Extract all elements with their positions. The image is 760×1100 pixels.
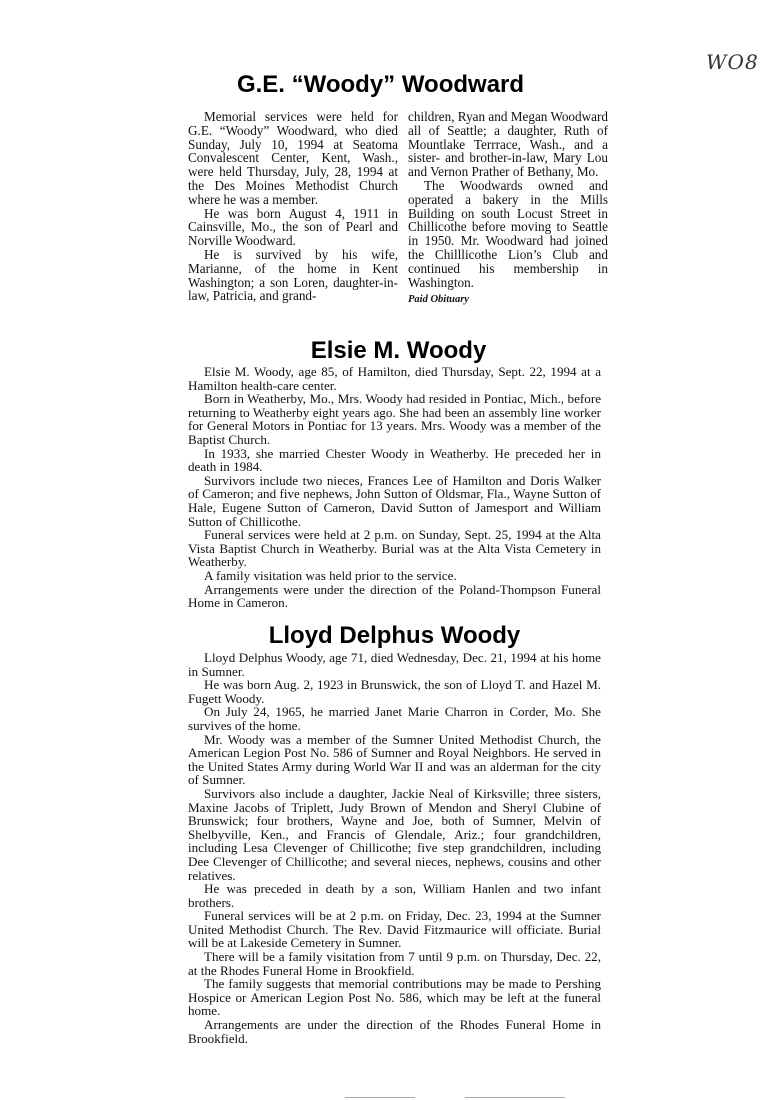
obituary-headline: Lloyd Delphus Woody [268,622,521,649]
paragraph: Memorial services were held for G.E. “Woody” Woodward, who died Sunday, July 10, 1994 at Seatoma Convalescent Center, Kent, Wash., were held Thursday, July, 28, 1994 at the Des Moines Methodist Church where he was a member. [188,109,398,207]
paragraph: Arrangements were under the direction of the Poland-Thompson Funeral Home in Cameron. [188,581,601,611]
obituary-body [188,651,601,1045]
paragraph: He is survived by his wife, Marianne, of the home in Kent Washington; a son Loren, daughter-in-law, Patricia, and grand- [188,246,398,304]
paragraph: The family suggests that memorial contributions may be made to Pershing Hospice or American Legion Post No. 586, which may be left at the funeral home. [188,976,601,1019]
paid-obituary-label: Paid Obituary [408,294,469,306]
obituary-body [188,365,601,610]
paragraph: Elsie M. Woody, age 85, of Hamilton, died Thursday, Sept. 22, 1994 at a Hamilton health-care center. [188,364,601,393]
scan-artifact-rule [465,1097,565,1098]
paragraph: There will be a family visitation from 7 until 9 p.m. on Thursday, Dec. 22, at the Rhodes Funeral Home in Brookfield. [188,949,601,978]
paragraph: Lloyd Delphus Woody, age 71, died Wednesday, Dec. 21, 1994 at his home in Sumner. [188,650,601,679]
paragraph: He was born Aug. 2, 1923 in Brunswick, the son of Lloyd T. and Hazel M. Fugett Woody. [188,677,601,706]
obituary-lloyd-delphus-woody [188,621,601,1045]
handwritten-annotation: WO8 [706,50,759,74]
paragraph: On July 24, 1965, he married Janet Marie Charron in Corder, Mo. She survives of the home. [188,704,601,733]
obituary-elsie-woody [188,337,601,610]
paragraph: A family visitation was held prior to the service. [204,567,457,583]
paragraph: He was preceded in death by a son, William Hanlen and two infant brothers. [188,881,601,910]
paragraph: Survivors include two nieces, Frances Lee of Hamilton and Doris Walker of Cameron; and five nephews, John Sutton of Oldsmar, Fla., Wayne Sutton of Hale, Eugene Sutton of Cameron, David Sutton of Jamesport and William Sutton of Chillicothe. [188,472,601,529]
obituary-headline: Elsie M. Woody [310,337,487,364]
column-left [188,110,398,307]
paragraph: Born in Weatherby, Mo., Mrs. Woody had resided in Pontiac, Mich., before returning to Weatherby eight years ago. She had been an assembly line worker for General Motors in Pontiac for 13 years. Mrs. Woody was a member of the Baptist Church. [188,391,601,447]
obituary-headline: G.E. “Woody” Woodward [236,71,525,98]
paragraph: Arrangements are under the direction of the Rhodes Funeral Home in Brookfield. [188,1017,601,1046]
obituary-woodward [188,70,608,306]
column-right [408,110,608,307]
paragraph: Funeral services were held at 2 p.m. on Sunday, Sept. 25, 1994 at the Alta Vista Baptist Church in Weatherby. Burial was at the Alta Vista Cemetery in Weatherby. [188,527,601,570]
paragraph: He was born August 4, 1911 in Cainsville, Mo., the son of Pearl and Norville Woodward. [188,205,398,249]
scan-artifact-rule [345,1097,415,1098]
paragraph: The Woodwards owned and operated a bakery in the Mills Building on south Locust Street in Chillicothe before moving to Seattle in 1950. Mr. Woodward had joined the Chilllicothe Lion’s Club and continued his membership in Washington. [408,177,608,290]
paragraph: Survivors also include a daughter, Jackie Neal of Kirksville; three sisters, Maxine Jacobs of Triplett, Judy Brown of Mendon and Sheryl Clubine of Brunswick; four brothers, Wayne and Joe, both of Sumner, Melvin of Shelbyville, Ken., and Francis of Glendale, Ariz.; four grandchildren, including Lesa Clevenger of Chillicothe; five step grandchildren, including Dee Clevenger of Chillicothe; and several nieces, nephews, cousins and other relatives. [188,785,601,883]
paragraph: Funeral services will be at 2 p.m. on Friday, Dec. 23, 1994 at the Sumner United Methodist Church. The Rev. David Fitzmaurice will officiate. Burial will be at Lakeside Cemetery in Sumner. [188,908,601,951]
paragraph: Mr. Woody was a member of the Sumner United Methodist Church, the American Legion Post No. 586 of Sumner and Royal Neighbors. He served in the United States Army during World War II and was an alderman for the city of Sumner. [188,731,601,788]
paragraph: children, Ryan and Megan Woodward all of Seattle; a daughter, Ruth of Mountlake Terrrace, Wash., and a sister- and brother-in-law, Mary Lou and Vernon Prather of Bethany, Mo. [408,109,608,180]
paragraph: In 1933, she married Chester Woody in Weatherby. He preceded her in death in 1984. [188,445,601,475]
obituary-columns [188,110,608,307]
